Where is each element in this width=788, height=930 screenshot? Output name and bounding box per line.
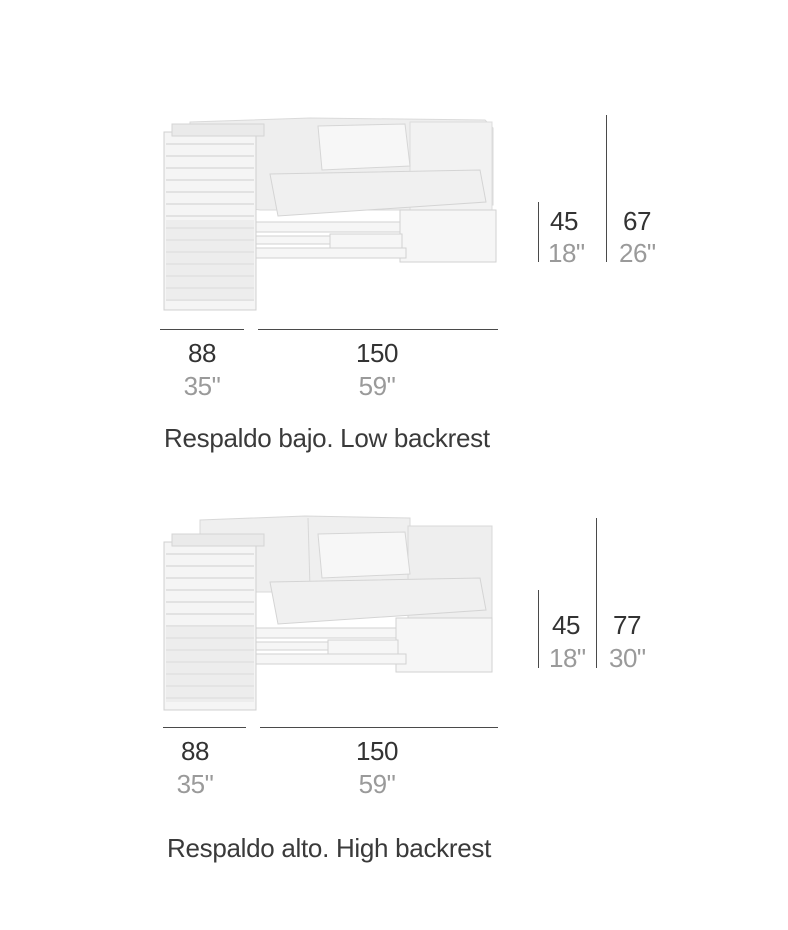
seat-height-in: 18"	[549, 643, 586, 673]
width-cm: 150	[356, 736, 398, 766]
width-cm: 150	[356, 338, 398, 368]
depth-in: 35"	[176, 769, 214, 799]
total-height-line	[606, 115, 607, 262]
width-line	[258, 329, 498, 330]
total-height-cm: 67	[623, 206, 651, 236]
width-in: 59"	[358, 769, 396, 799]
low-backrest-sofa-image	[160, 110, 505, 315]
total-height-cm: 77	[613, 610, 641, 640]
total-height-line	[596, 518, 597, 668]
depth-line	[163, 727, 246, 728]
seat-height-cm: 45	[550, 206, 578, 236]
seat-height-line	[538, 202, 539, 262]
seat-height-line	[538, 590, 539, 668]
width-line	[260, 727, 498, 728]
seat-height-cm: 45	[552, 610, 580, 640]
high-backrest-sofa-image	[160, 512, 505, 717]
width-in: 59"	[358, 371, 396, 401]
high-backrest-caption: Respaldo alto. High backrest	[167, 833, 492, 863]
depth-in: 35"	[183, 371, 221, 401]
depth-line	[160, 329, 244, 330]
total-height-in: 30"	[609, 643, 646, 673]
low-backrest-caption: Respaldo bajo. Low backrest	[164, 423, 490, 453]
depth-cm: 88	[181, 736, 209, 766]
seat-height-in: 18"	[548, 238, 585, 268]
depth-cm: 88	[188, 338, 216, 368]
total-height-in: 26"	[619, 238, 656, 268]
